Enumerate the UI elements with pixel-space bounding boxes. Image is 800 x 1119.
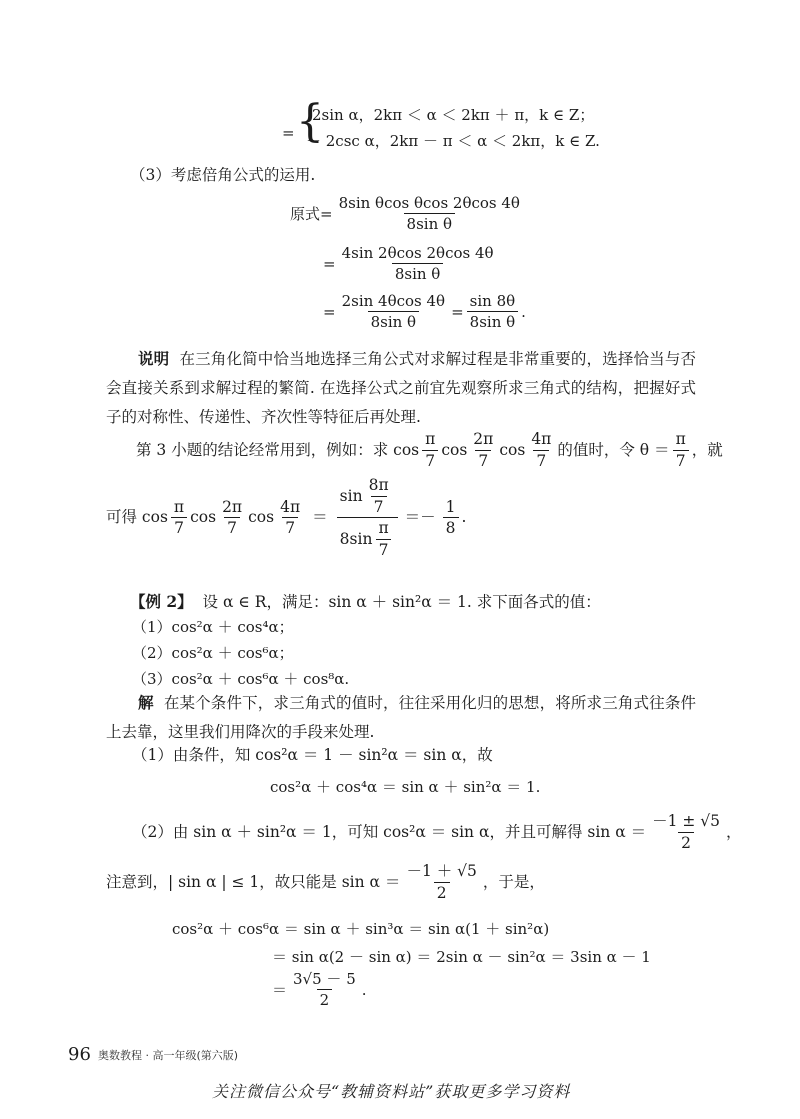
watermark-text: 关注微信公众号“教辅资料站”获取更多学习资料 bbox=[212, 1082, 571, 1101]
remark-line-2: 可得 cos $\frac{\pi}{7}$ cos $\frac{2\pi}{7}$ cos $\frac{4\pi}{7}$ ＝ sin $\frac{8\pi}{7}$ 8sin $\frac{\pi}{7}$ ＝－ $\frac{1}{8}$ . bbox=[106, 476, 467, 559]
example2-statement: 【例 2】 设 α ∈ R，满足：sin α ＋ sin²α ＝ 1. 求下面各式的值： bbox=[130, 592, 601, 611]
note-label: 说明 bbox=[138, 349, 170, 368]
book-title: 奥数教程 · 高一年级(第六版) bbox=[98, 1049, 239, 1062]
solution-step-1-eq: cos²α ＋ cos⁴α ＝ sin α ＋ sin²α ＝ 1. bbox=[270, 778, 541, 796]
remark-line-1: 第 3 小题的结论经常用到，例如：求 cos $\frac{\pi}{7}$ cos $\frac{2\pi}{7}$ cos $\frac{4\pi}{7}$ 的值时，令 θ ＝ $\frac{\pi}{7}$ ，就 bbox=[136, 430, 723, 470]
example2-label: 【例 2】 bbox=[130, 592, 193, 611]
calc-line-1: cos²α ＋ cos⁶α ＝ sin α ＋ sin³α ＝ sin α(1 ＋ sin²α) bbox=[172, 920, 550, 938]
calc-line-2: ＝ sin α(2 － sin α) ＝ 2sin α － sin²α ＝ 3sin α － 1 bbox=[272, 948, 651, 966]
part3-intro: （3）考虑倍角公式的运用. bbox=[130, 166, 316, 184]
derivation-step-3: = $\frac{2\sin 4\theta\cos 4\theta}{\text{8sin θ}}$ = $\frac{\sin 8\theta}{\text{8sin θ}}$ . bbox=[323, 292, 526, 331]
solution-paragraph: 解 在某个条件下，求三角式的值时，往往采用化归的思想，将所求三角式往条件上去靠，这里我们用降次的手段来处理. bbox=[106, 693, 696, 741]
solution-step-1: （1）由条件，知 cos²α ＝ 1 － sin²α ＝ sin α，故 bbox=[132, 746, 493, 764]
derivation-lhs: 原式 bbox=[290, 204, 321, 223]
solution-step-2: （2）由 sin α ＋ sin²α ＝ 1，可知 cos²α ＝ sin α，并且可解得 sin α ＝ $\frac{-1 \pm √5}{2}$ ， bbox=[132, 812, 742, 852]
calc-line-3: ＝ $\frac{3√5 - 5}{2}$ . bbox=[272, 970, 367, 1009]
case-equals: = bbox=[282, 124, 295, 142]
solution-step-2b: 注意到，| sin α | ≤ 1，故只能是 sin α ＝ $\frac{-1 + √5}{2}$ ，于是， bbox=[106, 862, 545, 902]
example2-q1: （1）cos²α ＋ cos⁴α； bbox=[132, 618, 294, 636]
derivation-frac-1: $\frac{\text{8sin θcos θcos 2θcos 4θ}}{\text{8sin θ}}$ bbox=[338, 194, 520, 233]
derivation-frac-2: $\frac{4\sin 2\theta\cos 2\theta\cos 4\theta}{\text{8sin θ}}$ bbox=[341, 244, 494, 283]
case-line-2: － 2csc α，2kπ － π ＜ α ＜ 2kπ，k ∈ Z. bbox=[306, 132, 600, 150]
note-paragraph bbox=[106, 344, 696, 432]
case-line-1: 2sin α，2kπ ＜ α ＜ 2kπ ＋ π，k ∈ Z； bbox=[312, 106, 595, 124]
derivation-eq: = bbox=[320, 204, 333, 223]
page-number: 96 bbox=[68, 1044, 91, 1065]
derivation-step-1 bbox=[290, 196, 526, 232]
derivation-step-2: = $\frac{4\sin 2\theta\cos 2\theta\cos 4\theta}{\text{8sin θ}}$ bbox=[323, 246, 500, 282]
example2-q2: （2）cos²α ＋ cos⁶α； bbox=[132, 644, 294, 662]
derivation-frac-3: $\frac{2\sin 4\theta\cos 4\theta}{\text{8sin θ}}$ bbox=[341, 292, 446, 331]
note-text: 在三角化简中恰当地选择三角公式对求解过程是非常重要的，选择恰当与否会直接关系到求解过程的繁简. 在选择公式之前宜先观察所求三角式的结构，把握好式子的对称性、传递性、齐次性等特征后再处理. bbox=[106, 350, 696, 426]
example2-q3: （3）cos²α ＋ cos⁶α ＋ cos⁸α. bbox=[132, 670, 350, 688]
remark-big-frac: sin $\frac{8\pi}{7}$ 8sin $\frac{\pi}{7}$ bbox=[337, 478, 398, 558]
derivation-frac-4: $\frac{\sin 8\theta}{\text{8sin θ}}$ bbox=[467, 294, 519, 330]
left-brace: { bbox=[296, 96, 324, 147]
solution-label: 解 bbox=[138, 693, 154, 712]
